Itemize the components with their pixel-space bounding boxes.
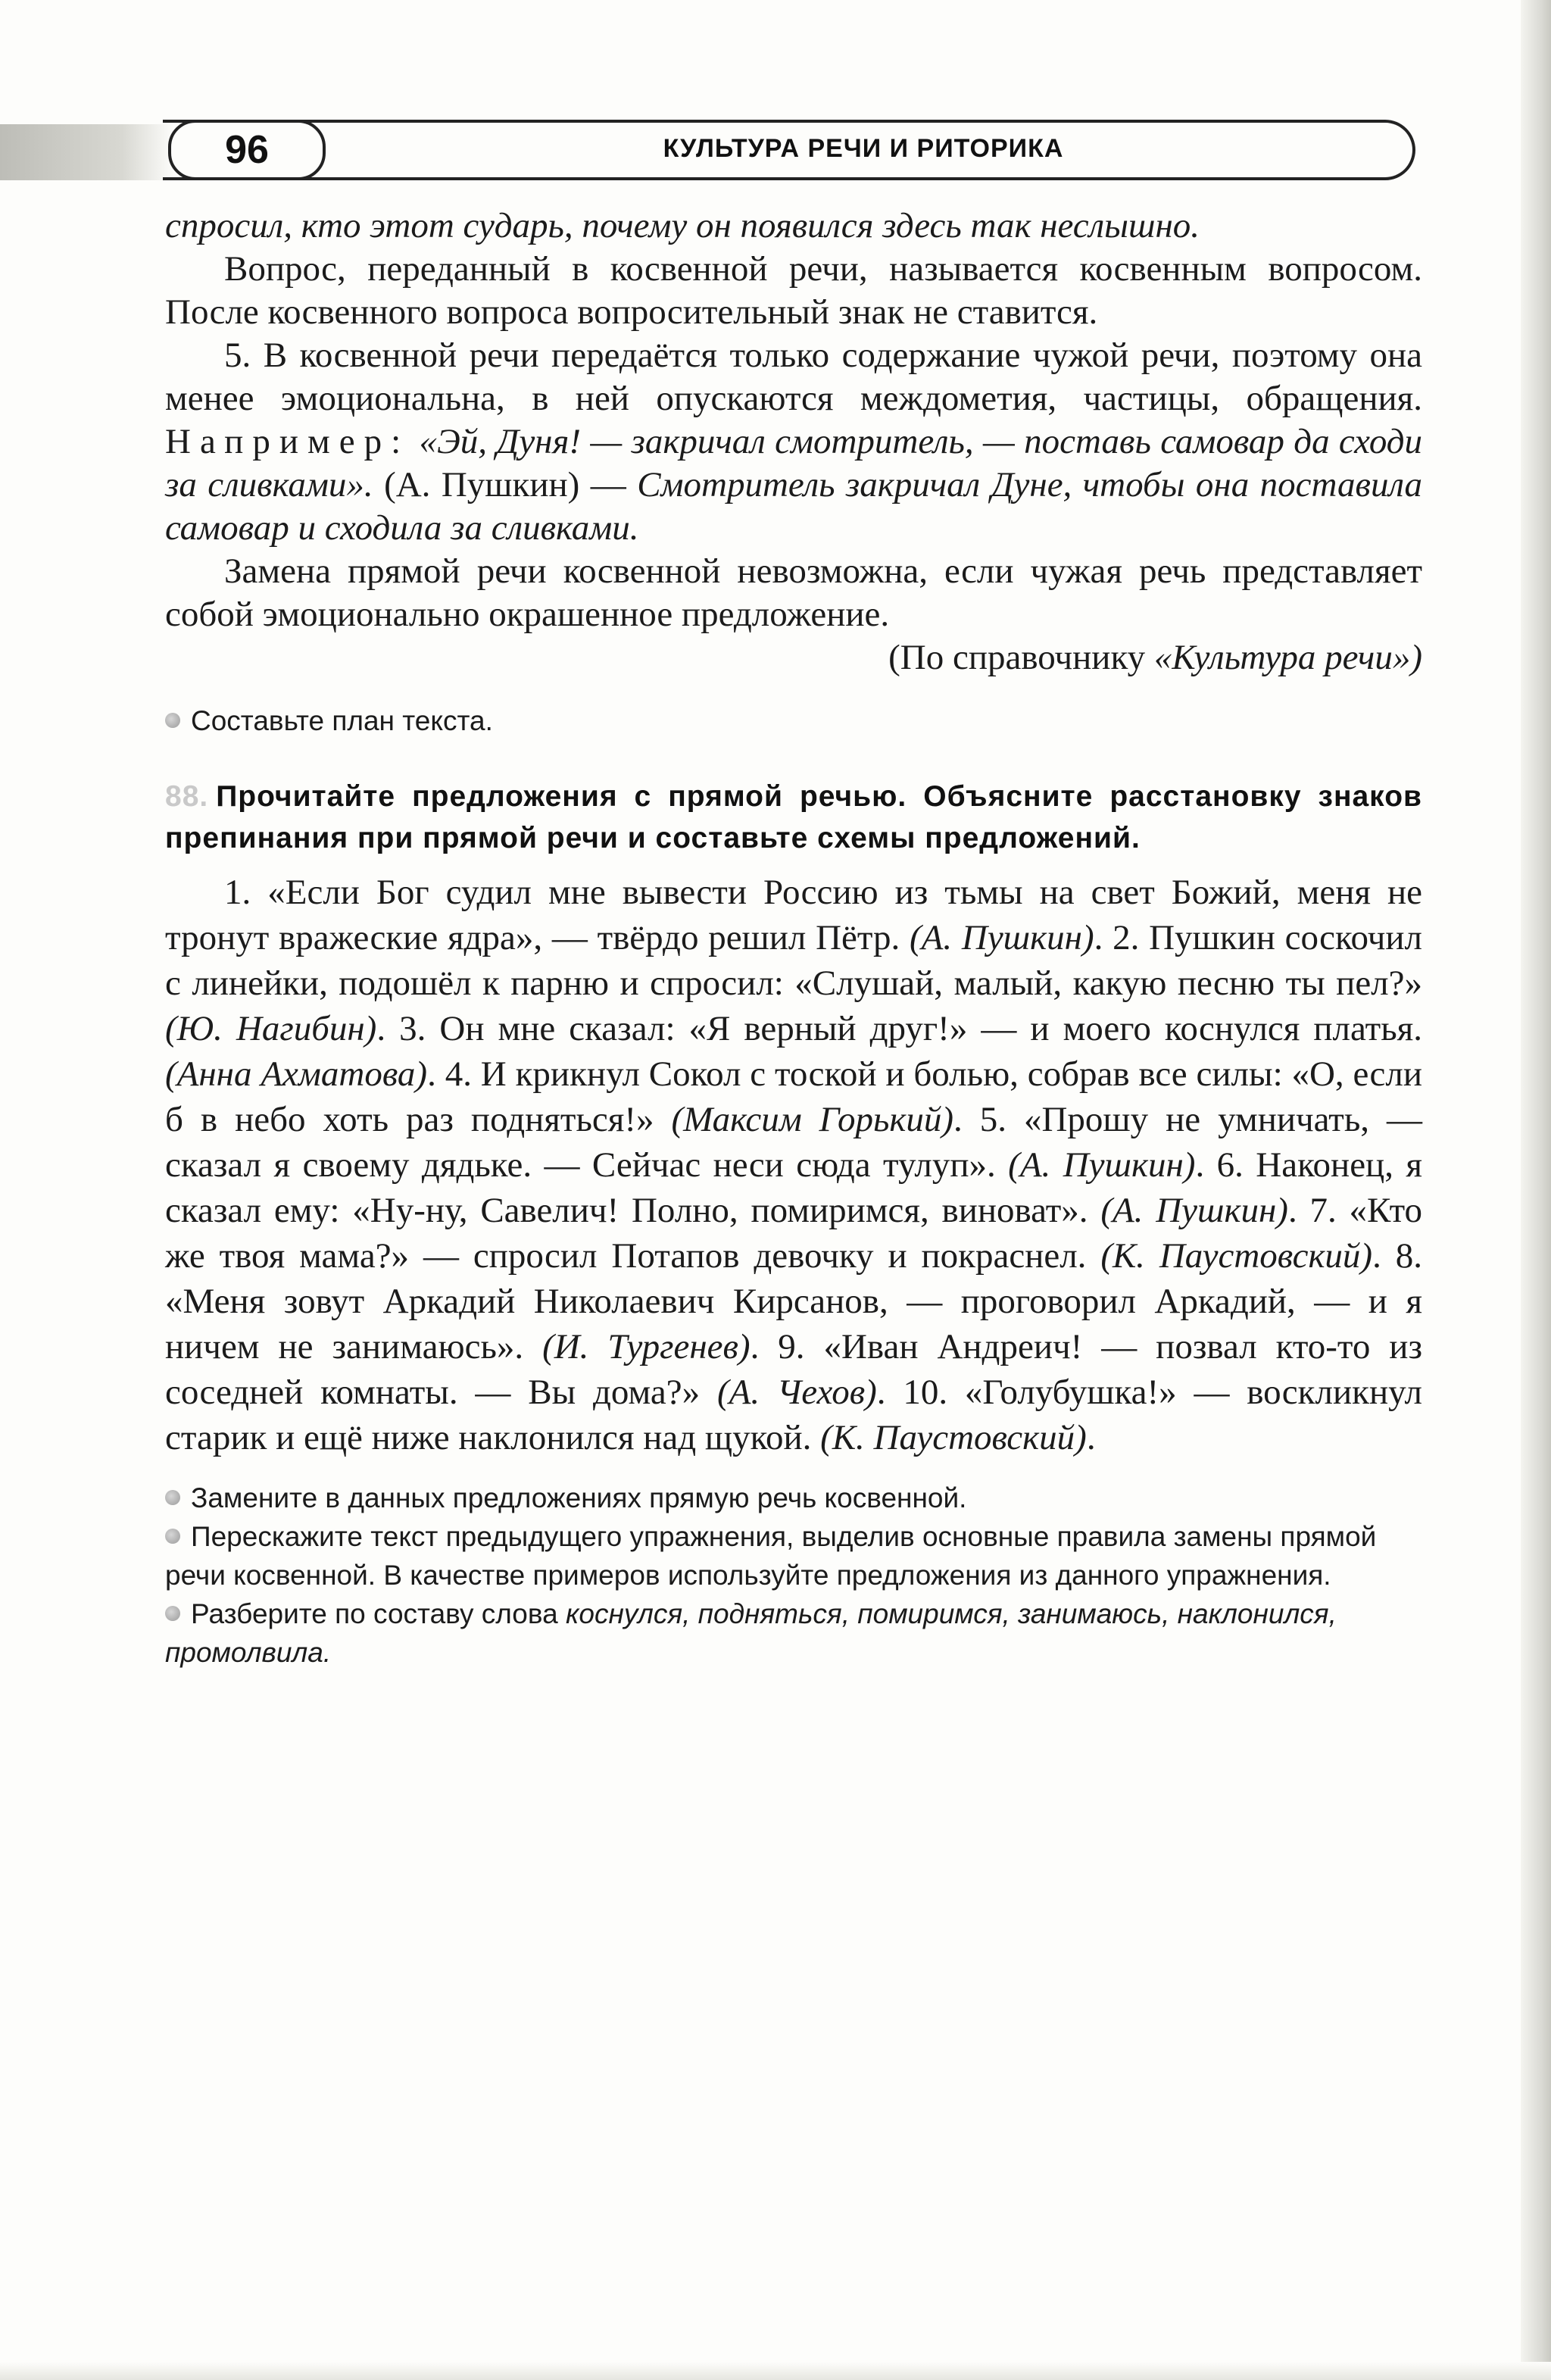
source-prefix: (По справочнику — [888, 638, 1154, 677]
sentence-author: (Анна Ахматова) — [165, 1054, 428, 1094]
sentence-author: (А. Чехов) — [716, 1373, 877, 1412]
bullet-icon — [165, 1490, 180, 1505]
sentence-author: (К. Паустовский) — [820, 1418, 1087, 1457]
sentence-author: (А. Пушкин) — [1100, 1191, 1288, 1230]
page-bottom-shadow — [0, 2362, 1551, 2380]
example-indirect: Смотритель закричал Дуне, чтобы она поставила самовар и сходила за сливками. — [165, 465, 1423, 548]
task-plan — [165, 701, 1422, 741]
sentence-3: 3. Он мне сказал: «Я верный друг!» — и моего коснулся платья. (Анна Ахматова). — [165, 1009, 1422, 1094]
source-citation — [165, 636, 1422, 679]
sentence-8: 8. «Меня зовут Аркадий Николаевич Кирсанов, — проговорил Аркадий, — и я ничем не занимаюсь». (И. Тургенев). — [165, 1236, 1422, 1366]
running-header — [0, 120, 1424, 188]
sentence-author: (Ю. Нагибин) — [165, 1009, 377, 1048]
sentence-10: 10. «Голубушка!» — воскликнул старик и ещё ниже наклонился над щукой. (К. Паустовский). — [165, 1373, 1422, 1457]
task-3: Разберите по составу слова коснулся, подняться, помиримся, занимаюсь, наклонился, промолвила. — [165, 1598, 1337, 1668]
paragraph-indirect-question: Вопрос, переданный в косвенной речи, называется косвенным вопросом. После косвенного вопроса вопросительный знак не ставится. — [165, 249, 1422, 332]
intro-continuation: спросил, кто этот сударь, почему он появился здесь так неслышно. — [165, 206, 1200, 245]
sentence-list — [165, 870, 1422, 1460]
sentence-author: (Максим Горький) — [671, 1100, 953, 1139]
text-column — [165, 205, 1422, 1672]
follow-up-tasks — [165, 1479, 1422, 1672]
task-1: Замените в данных предложениях прямую речь косвенной. — [165, 1479, 1422, 1517]
sentence-5: 5. «Прошу не умничать, — сказал я своему дядьке. — Сейчас неси сюда тулуп». (А. Пушкин). — [165, 1100, 1422, 1185]
sentence-author: (А. Пушкин) — [910, 918, 1094, 957]
sentence-author: (А. Пушкин) — [1008, 1145, 1196, 1185]
running-title: КУЛЬТУРА РЕЧИ И РИТОРИКА — [663, 133, 1064, 163]
example-dash: — — [590, 465, 626, 504]
page-edge-shadow — [1521, 0, 1551, 2380]
example-quote: «Эй, Дуня! — закричал смотритель, — поставь самовар да сходи за сливками». — [165, 422, 1423, 504]
source-title: «Культура речи») — [1153, 638, 1422, 677]
task-2: Перескажите текст предыдущего упражнения, выделив основные правила замены прямой речи косвенной. В качестве примеров используйте предложения из данного упражнения. — [165, 1521, 1377, 1591]
exercise-number: 88. — [165, 780, 209, 813]
bullet-icon — [165, 1606, 180, 1621]
example-label: Например: — [165, 422, 410, 461]
rule-5-text: 5. В косвенной речи передаётся только содержание чужой речи, поэтому она менее эмоциональна, в ней опускаются междометия, частицы, обращения. — [165, 336, 1422, 418]
sentence-9: 9. «Иван Андреич! — позвал кто-то из соседней комнаты. — Вы дома?» (А. Чехов). — [165, 1327, 1423, 1412]
sentence-4: 4. И крикнул Сокол с тоской и болью, собрав все силы: «О, если б в небо хоть раз подняться!» (Максим Горький). — [165, 1054, 1423, 1139]
header-shade — [0, 124, 174, 180]
task-3-words: коснулся, подняться, помиримся, занимаюсь, наклонился, промолвила. — [165, 1598, 1337, 1668]
sentence-author: (К. Паустовский) — [1100, 1236, 1373, 1276]
sentence-7: 7. «Кто же твоя мама?» — спросил Потапов девочку и покраснел. (К. Паустовский). — [165, 1191, 1423, 1276]
paragraph-replacement: Замена прямой речи косвенной невозможна, если чужая речь представляет собой эмоционально окрашенное предложение. — [165, 551, 1422, 634]
bullet-icon — [165, 713, 180, 728]
exercise-instructions: Прочитайте предложения с прямой речью. Объясните расстановку знаков препинания при прямой речи и составьте схемы предложений. — [165, 780, 1422, 854]
task-plan-text: Составьте план текста. — [191, 705, 493, 736]
page-number: 96 — [168, 120, 326, 180]
paragraph-rule-5 — [165, 334, 1422, 550]
bullet-icon — [165, 1529, 180, 1544]
sentence-author: (И. Тургенев) — [542, 1327, 751, 1366]
sentence-1: 1. «Если Бог судил мне вывести Россию из тьмы на свет Божий, меня не тронут вражеские ядра», — твёрдо решил Пётр. (А. Пушкин). — [165, 873, 1422, 957]
exercise-heading — [165, 776, 1422, 859]
sentence-6: 6. Наконец, я сказал ему: «Ну-ну, Савелич! Полно, помиримся, виноват». (А. Пушкин). — [165, 1145, 1422, 1230]
sentence-2: 2. Пушкин соскочил с линейки, подошёл к парню и спросил: «Слушай, малый, какую песню ты пел?» (Ю. Нагибин). — [165, 918, 1422, 1048]
example-author: (А. Пушкин) — [384, 465, 580, 504]
